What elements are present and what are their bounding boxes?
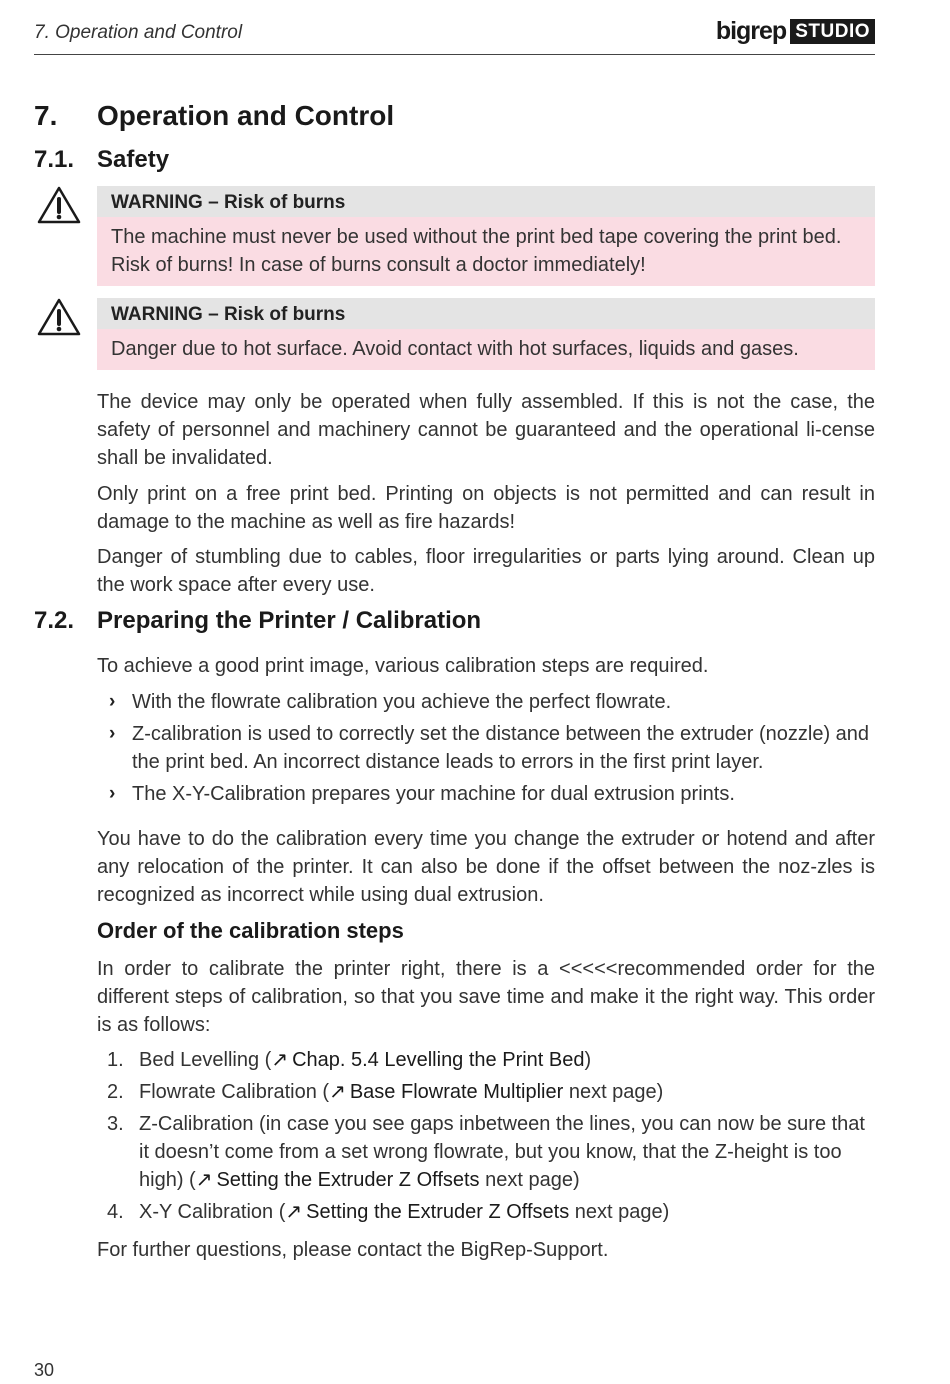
list-item [97,1078,875,1106]
closing-paragraph: For further questions, please contact the BigRep-Support. [97,1239,609,1261]
bullet-mark: › [109,691,116,712]
warning-text: The machine must never be used without the print bed tape covering the print bed. Risk of burns! In case of burns consult a doctor immediately! [97,217,875,286]
warning-title: WARNING – Risk of burns [97,298,875,329]
step-text: Bed Levelling ( [139,1049,272,1071]
safety-paragraph: The device may only be operated when fully assembled. If this is not the case, the safety of personnel and machinery cannot be guaranteed and the operational li-cense shall be invalidated. [97,391,875,469]
cross-reference-link[interactable] [196,1169,480,1191]
cross-reference-label: Chap. 5.4 Levelling the Print Bed [292,1049,585,1071]
cross-reference-label: Setting the Extruder Z Offsets [306,1201,570,1223]
list-item [97,688,875,716]
bullet-mark: › [109,783,116,804]
safety-paragraph: Only print on a free print bed. Printing on objects is not permitted and can result in damage to the machine as well as fire hazards! [97,483,875,533]
calibration-bullet-list [97,688,875,808]
list-item-text: Z-calibration is used to correctly set the distance between the extruder (nozzle) and the print bed. An incorrect distance leads to errors in the first print layer. [132,723,870,773]
step-text: next page) [479,1169,580,1191]
page-number: 30 [34,1360,55,1380]
warning-triangle-icon [36,297,82,337]
step-number: 3. [107,1113,124,1135]
warning-title: WARNING – Risk of burns [97,186,875,217]
arrow-up-right-icon: ↗ [329,1081,346,1103]
safety-paragraph: Danger of stumbling due to cables, floor irregularities or parts lying around. Clean up the work space after every use. [97,546,875,596]
list-item [97,1046,875,1074]
step-text: next page) [569,1201,670,1223]
section-7-title: Operation and Control [97,100,395,131]
section-7-heading [34,100,394,132]
section-7-2-number: 7.2. [34,607,75,634]
step-text: Z-Calibration (in case you see gaps inbetween the lines, you can now be sure that it doesn’t come from a set wrong flowrate, but you know, that the Z-height is too high) ( [139,1113,865,1191]
step-text: next page) [563,1081,664,1103]
section-7-1-heading [34,146,169,174]
section-7-2-title: Preparing the Printer / Calibration [97,607,482,634]
section-7-number: 7. [34,100,58,131]
logo-word: bigrep [715,16,787,45]
section-7-1-title: Safety [97,146,170,173]
bigrep-studio-logo [716,17,875,45]
list-item [97,1110,875,1194]
cross-reference-link[interactable] [285,1201,569,1223]
step-text: X-Y Calibration ( [139,1201,286,1223]
running-header [34,16,875,55]
calibration-steps-list [97,1046,875,1226]
list-item-text: With the flowrate calibration you achieve the perfect flowrate. [132,691,672,713]
bullet-mark: › [109,723,116,744]
step-number: 4. [107,1201,124,1223]
warning-box [97,186,875,286]
warning-triangle-icon [36,185,82,225]
cross-reference-label: Base Flowrate Multiplier [349,1081,564,1103]
step-number: 1. [107,1049,124,1071]
warning-text: Danger due to hot surface. Avoid contact with hot surfaces, liquids and gases. [97,329,875,370]
calibration-paragraph: You have to do the calibration every time you change the extruder or hotend and after any relocation of the printer. It can also be done if the offset between the noz-zles is recognized as incorrect while using dual extrusion. [97,828,875,906]
cross-reference-link[interactable] [271,1049,584,1071]
arrow-up-right-icon: ↗ [271,1049,289,1071]
cross-reference-link[interactable] [329,1081,563,1103]
list-item [97,720,875,776]
list-item [97,780,875,808]
step-number: 2. [107,1081,124,1103]
section-7-1-number: 7.1. [34,146,75,173]
logo-badge: STUDIO [790,19,875,44]
order-intro: In order to calibrate the printer right, there is a <<<<<recommended order for the different steps of calibration, so that you save time and make it the right way. This order is as follows: [97,958,875,1036]
arrow-up-right-icon: ↗ [195,1169,213,1191]
running-header-chapter: 7. Operation and Control [34,22,243,43]
cross-reference-label: Setting the Extruder Z Offsets [216,1169,480,1191]
order-heading: Order of the calibration steps [97,918,404,943]
section-7-2-heading [34,607,481,635]
step-text: ) [584,1049,592,1071]
calibration-intro: To achieve a good print image, various calibration steps are required. [97,655,709,677]
arrow-up-right-icon: ↗ [285,1201,303,1223]
warning-box [97,298,875,370]
step-text: Flowrate Calibration ( [139,1081,330,1103]
list-item-text: The X-Y-Calibration prepares your machine for dual extrusion prints. [132,783,735,805]
list-item [97,1198,875,1226]
